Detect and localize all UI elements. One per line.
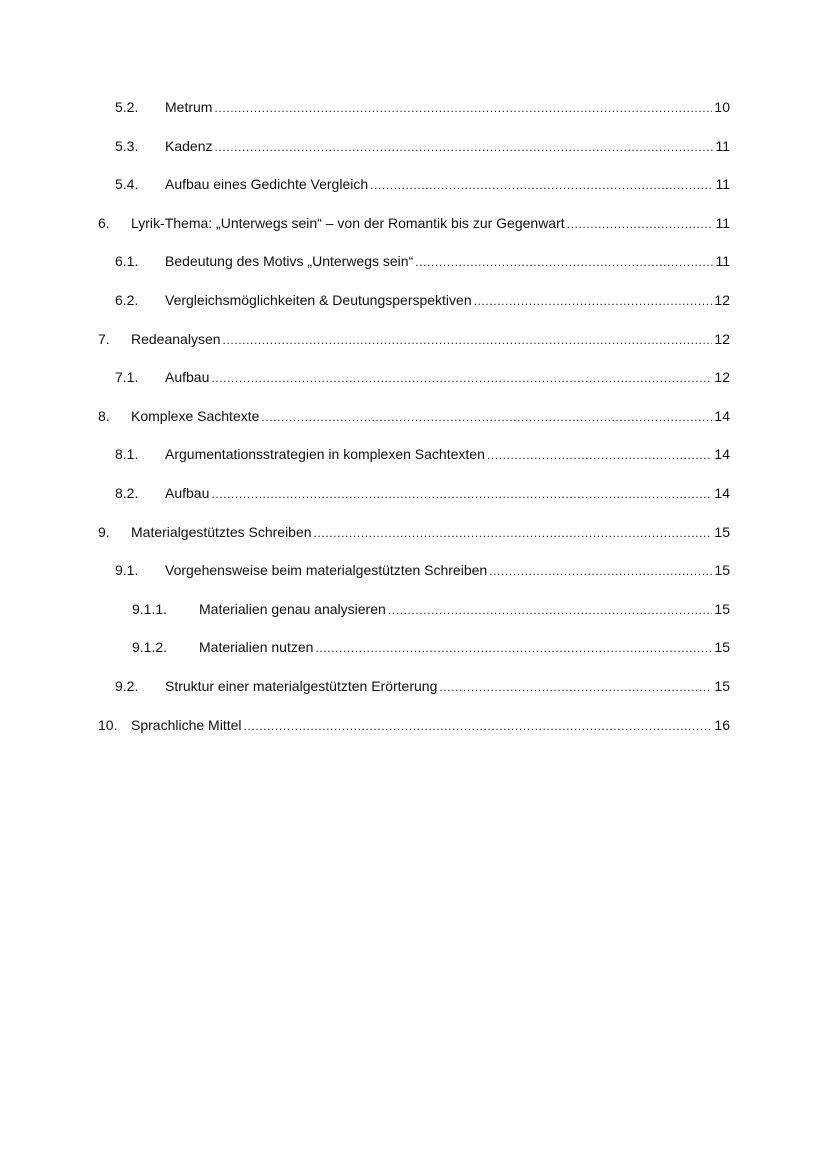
toc-entry-page-number: 11	[715, 253, 730, 270]
dot-leader	[439, 677, 712, 697]
toc-entry-title: Sprachliche Mittel	[131, 716, 242, 733]
dot-leader	[223, 330, 713, 350]
toc-entry-title: Argumentationsstrategien in komplexen Sachtexten	[165, 446, 485, 463]
toc-entry-title: Aufbau	[165, 369, 210, 386]
dot-leader	[474, 291, 713, 311]
toc-entry-page-number: 11	[715, 137, 730, 154]
toc-entry-page-number: 11	[715, 214, 730, 231]
toc-entry[interactable]	[98, 290, 730, 329]
toc-entry-number: 8.2.	[115, 484, 139, 501]
toc-entry-page-number: 15	[714, 600, 730, 617]
table-of-contents	[98, 97, 730, 753]
toc-entry-title: Aufbau eines Gedichte Vergleich	[165, 176, 369, 193]
toc-entry-number: 7.1.	[115, 369, 139, 386]
toc-entry-number: 5.4.	[115, 176, 139, 193]
toc-entry-title: Struktur einer materialgestützten Erörterung	[165, 677, 438, 694]
toc-entry[interactable]	[98, 329, 730, 368]
toc-entry-page-number: 14	[714, 407, 730, 424]
dot-leader	[314, 523, 713, 543]
toc-entry-number: 9.2.	[115, 677, 139, 694]
toc-entry-number: 9.1.1.	[132, 600, 168, 617]
toc-entry-title: Vergleichsmöglichkeiten & Deutungsperspektiven	[165, 291, 472, 308]
toc-entry-title: Metrum	[165, 99, 213, 115]
toc-entry[interactable]	[98, 599, 730, 638]
toc-entry[interactable]	[98, 522, 730, 561]
toc-entry-title: Redeanalysen	[131, 330, 221, 347]
dot-leader	[261, 407, 712, 427]
toc-entry-number: 5.3.	[115, 137, 139, 154]
toc-entry-title: Bedeutung des Motivs „Unterwegs sein“	[165, 253, 414, 270]
toc-entry-page-number: 14	[714, 446, 730, 463]
toc-entry-number: 9.1.2.	[132, 639, 168, 656]
toc-entry-page-number: 12	[714, 291, 730, 308]
toc-entry-page-number: 10	[714, 99, 730, 115]
toc-entry-title: Materialien genau analysieren	[199, 600, 386, 617]
toc-entry-title: Materialien nutzen	[199, 639, 314, 656]
toc-entry[interactable]	[98, 97, 730, 136]
toc-entry-title: Materialgestütztes Schreiben	[131, 523, 312, 540]
toc-entry[interactable]	[98, 174, 730, 213]
dot-leader	[244, 716, 713, 736]
toc-entry-title: Kadenz	[165, 137, 213, 154]
dot-leader	[315, 638, 712, 658]
toc-entry[interactable]	[98, 637, 730, 676]
toc-entry-number: 8.	[98, 407, 110, 424]
toc-entry[interactable]	[98, 676, 730, 715]
toc-entry-page-number: 11	[715, 176, 730, 193]
dot-leader	[211, 484, 712, 504]
toc-entry-page-number: 15	[714, 677, 730, 694]
toc-entry-title: Komplexe Sachtexte	[131, 407, 260, 424]
toc-entry-title: Aufbau	[165, 484, 210, 501]
toc-entry-number: 6.	[98, 214, 110, 231]
toc-entry-page-number: 14	[714, 484, 730, 501]
toc-entry-number: 5.2.	[115, 99, 139, 115]
toc-entry-number: 9.	[98, 523, 110, 540]
dot-leader	[214, 137, 713, 157]
toc-entry-page-number: 12	[714, 330, 730, 347]
toc-entry-number: 7.	[98, 330, 110, 347]
dot-leader	[567, 214, 714, 234]
toc-entry-page-number: 16	[714, 716, 730, 733]
toc-entry-page-number: 15	[714, 523, 730, 540]
toc-entry-number: 9.1.	[115, 562, 139, 579]
dot-leader	[489, 561, 712, 581]
dot-leader	[415, 252, 713, 272]
toc-entry-number: 6.1.	[115, 253, 139, 270]
toc-entry-page-number: 15	[714, 639, 730, 656]
toc-entry-page-number: 15	[714, 562, 730, 579]
toc-entry[interactable]	[98, 367, 730, 406]
dot-leader	[388, 600, 713, 620]
toc-entry-number: 8.1.	[115, 446, 139, 463]
dot-leader	[370, 175, 713, 195]
toc-entry[interactable]	[98, 483, 730, 522]
toc-entry-number: 6.2.	[115, 291, 139, 308]
toc-entry[interactable]	[98, 560, 730, 599]
dot-leader	[211, 368, 712, 388]
toc-entry[interactable]	[98, 136, 730, 175]
toc-entry-title: Vorgehensweise beim materialgestützten Schreiben	[165, 562, 488, 579]
toc-entry[interactable]	[98, 715, 730, 754]
toc-entry[interactable]	[98, 251, 730, 290]
dot-leader	[214, 98, 712, 118]
toc-entry-page-number: 12	[714, 369, 730, 386]
toc-entry[interactable]	[98, 444, 730, 483]
toc-entry[interactable]	[98, 213, 730, 252]
toc-entry-title: Lyrik-Thema: „Unterwegs sein“ – von der Romantik bis zur Gegenwart	[131, 214, 565, 231]
toc-entry[interactable]	[98, 406, 730, 445]
toc-entry-number: 10.	[98, 716, 118, 733]
dot-leader	[487, 445, 713, 465]
